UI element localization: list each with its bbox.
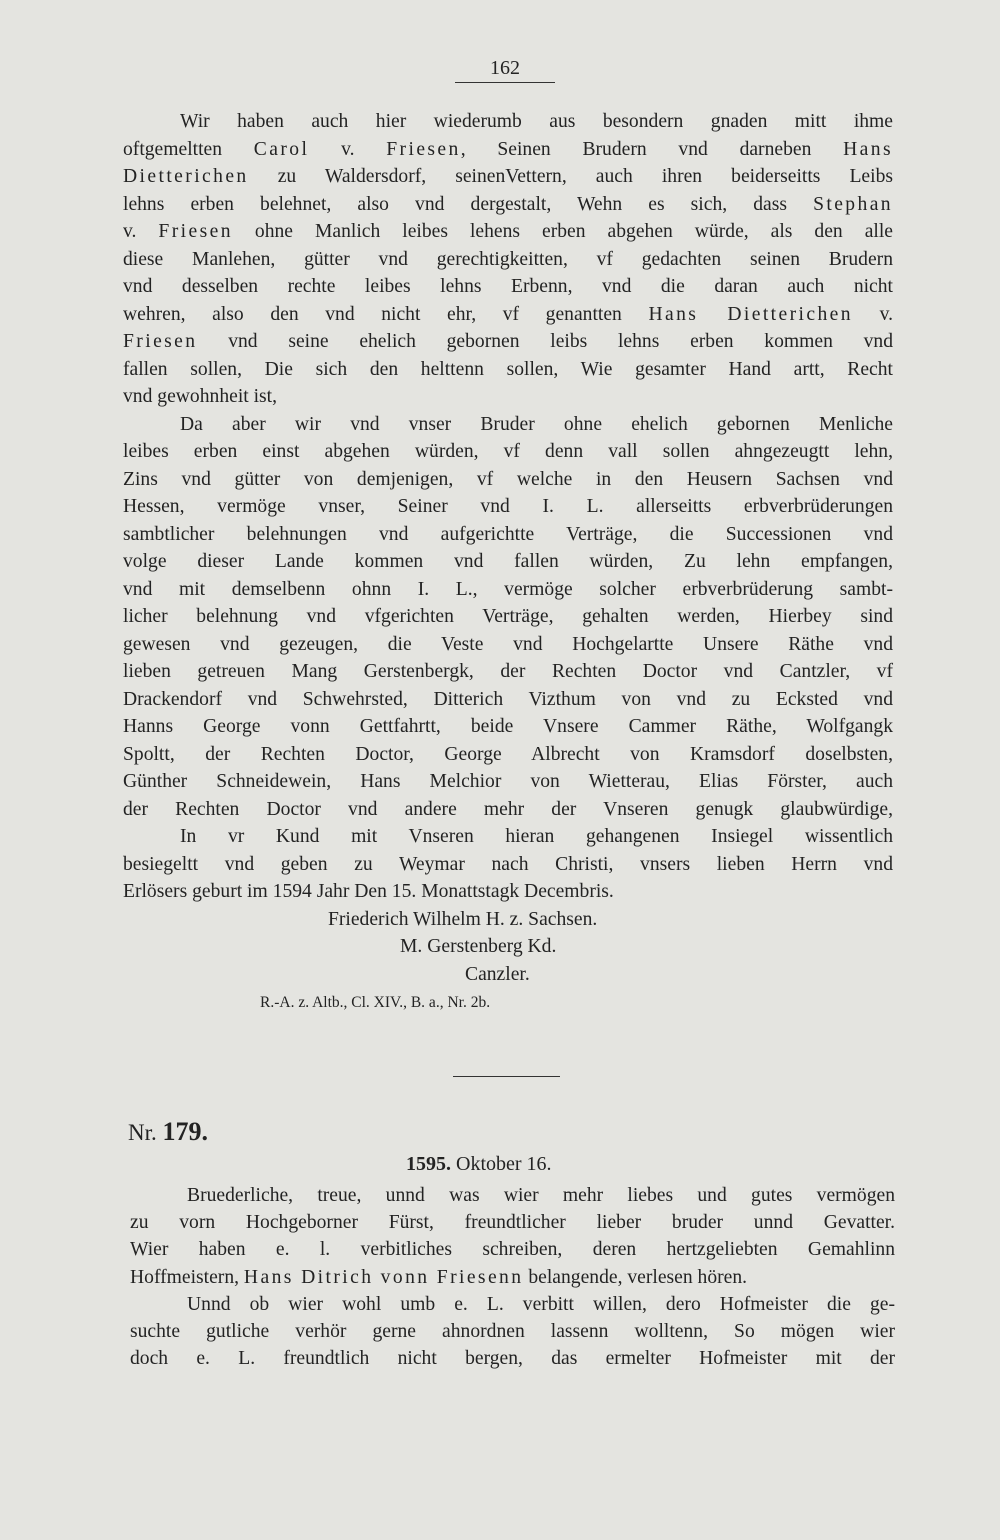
text-line xyxy=(123,356,893,384)
text-span: Bruederliche, treue, unnd was wier mehr liebes und gutes vermögen xyxy=(187,1185,895,1206)
text-line xyxy=(123,191,893,219)
text-line xyxy=(123,851,893,879)
document-date-heading xyxy=(406,1150,552,1178)
text-line xyxy=(123,273,893,301)
text-span: leibes erben einst abgehen würden, vf denn vall sollen ahngezeugtt lehn, xyxy=(123,441,893,462)
text-span: Erlösers geburt im 1594 Jahr Den 15. Monattstagk Decembris. xyxy=(123,881,614,902)
text-span: lieben getreuen Mang Gerstenbergk, der Rechten Doctor vnd Cantzler, vf xyxy=(123,661,893,682)
text-span: v. xyxy=(123,221,159,242)
text-span: doch e. L. freundtlich nicht bergen, das ermelter Hofmeister mit der xyxy=(130,1348,895,1370)
text-span: , Seinen Brudern vnd darneben xyxy=(460,138,844,160)
text-span: v. xyxy=(309,138,387,160)
text-span: fallen sollen, Die sich den helttenn sollen, Wie gesamter Hand artt, Recht xyxy=(123,358,893,380)
text-span: besiegeltt vnd geben zu Weymar nach Christi, vnsers lieben Herrn vnd xyxy=(123,853,893,875)
archive-source-reference: R.-A. z. Altb., Cl. XIV., B. a., Nr. 2b. xyxy=(260,994,491,1011)
text-line xyxy=(123,411,893,439)
text-span: lehns erben belehnet, also vnd dergestalt, Wehn es sich, dass xyxy=(123,193,814,215)
text-span: Unnd ob wier wohl umb e. L. verbitt willen, dero Hofmeister die ge- xyxy=(187,1293,895,1315)
text-span: Günther Schneidewein, Hans Melchior von Wietterau, Elias Förster, auch xyxy=(123,771,893,792)
text-span: ohne Manlich leibes lehens erben abgehen würde, als den alle xyxy=(232,221,893,242)
signature-line: Canzler. xyxy=(465,963,530,985)
text-line xyxy=(130,1209,895,1236)
text-span: oftgemeltten xyxy=(123,138,254,160)
section-divider xyxy=(453,1076,560,1077)
text-span: Wir haben auch hier wiederumb aus besondern gnaden mitt ihme xyxy=(180,111,893,132)
text-line xyxy=(130,1291,895,1318)
signature-line: M. Gerstenberg Kd. xyxy=(400,936,557,957)
text-line xyxy=(123,576,893,604)
text-span: Drackendorf vnd Schwehrsted, Ditterich Vizthum von vnd zu Ecksted vnd xyxy=(123,688,893,710)
signature-line: Friederich Wilhelm H. z. Sachsen. xyxy=(328,908,598,930)
text-span: zu vorn Hochgeborner Fürst, freundtlicher lieber bruder unnd Gevatter. xyxy=(130,1212,895,1234)
spaced-name: Hans xyxy=(843,138,893,160)
document-number-heading xyxy=(128,1117,208,1148)
text-span: sambtlicher belehnungen vnd aufgerichtte Verträge, die Successionen vnd xyxy=(123,523,893,545)
text-line xyxy=(123,108,893,136)
document-number-prefix: Nr. xyxy=(128,1120,157,1145)
spaced-name: Dietterichen xyxy=(123,166,249,187)
text-span: zu Waldersdorf, seinenVettern, auch ihren beiderseitts Leibs xyxy=(248,166,893,187)
text-line xyxy=(130,1318,895,1345)
text-line xyxy=(123,631,893,659)
text-span: vnd mit demselbenn ohnn I. L., vermöge solcher erbverbrüderung sambt- xyxy=(123,578,893,600)
text-span: Hanns George vonn Gettfahrtt, beide Vnsere Cammer Räthe, Wolfgangk xyxy=(123,716,893,737)
text-span: Hessen, vermöge vnser, Seiner vnd I. L. allerseitts erbverbrüderungen xyxy=(123,496,893,517)
text-line xyxy=(123,768,893,796)
text-line xyxy=(123,548,893,576)
text-span: licher belehnung vnd vfgerichten Verträge, gehalten werden, Hierbey sind xyxy=(123,606,893,627)
text-line xyxy=(130,1236,895,1263)
text-span: In vr Kund mit Vnseren hieran gehangenen Insiegel wissentlich xyxy=(180,826,893,847)
document-body-section-2 xyxy=(130,1182,895,1372)
text-span: der Rechten Doctor vnd andere mehr der Vnseren genugk glaubwürdige, xyxy=(123,798,893,820)
text-line xyxy=(123,658,893,686)
text-line xyxy=(130,1182,895,1209)
text-span: v. xyxy=(852,303,893,325)
document-number: 179. xyxy=(162,1117,208,1146)
text-line xyxy=(123,686,893,714)
text-line xyxy=(123,163,893,191)
text-line xyxy=(123,796,893,824)
text-span: Hoffmeistern, xyxy=(130,1266,244,1288)
document-date-year: 1595. xyxy=(406,1153,451,1175)
text-line xyxy=(123,713,893,741)
spaced-name: Hans Ditrich vonn Friesenn xyxy=(243,1266,524,1288)
text-line xyxy=(123,328,893,356)
spaced-name: Stephan xyxy=(813,193,893,215)
text-span: diese Manlehen, gütter vnd gerechtigkeitten, vf gedachten seinen Brudern xyxy=(123,248,893,270)
text-line xyxy=(123,466,893,494)
text-line xyxy=(123,521,893,549)
document-body-section-1 xyxy=(123,108,893,1018)
spaced-name: Carol xyxy=(253,138,310,160)
text-span: belangende, verlesen hören. xyxy=(523,1266,748,1288)
text-line xyxy=(123,493,893,521)
spaced-name: Friesen xyxy=(158,221,233,242)
text-line xyxy=(123,246,893,274)
spaced-name: Friesen xyxy=(386,138,461,160)
text-span: vnd gewohnheit ist, xyxy=(123,386,278,407)
text-line xyxy=(123,741,893,769)
text-line xyxy=(130,1264,895,1291)
text-span: suchte gutliche verhör gerne ahnordnen lassenn wolltenn, So mögen wier xyxy=(130,1321,895,1343)
text-line xyxy=(123,438,893,466)
text-span: gewesen vnd gezeugen, die Veste vnd Hochgelartte Unsere Räthe vnd xyxy=(123,633,893,655)
text-line xyxy=(130,1345,895,1372)
text-line xyxy=(123,603,893,631)
text-line xyxy=(123,136,893,164)
text-span: Da aber wir vnd vnser Bruder ohne ehelich gebornen Menliche xyxy=(180,413,893,435)
text-span: Zins vnd gütter von demjenigen, vf welche in den Heusern Sachsen vnd xyxy=(123,468,893,490)
text-line xyxy=(123,383,893,411)
text-span: Wier haben e. l. verbitliches schreiben, deren hertzgeliebten Gemahlinn xyxy=(130,1239,895,1261)
text-line xyxy=(123,878,893,906)
spaced-name: Hans Dietterichen xyxy=(648,303,853,325)
document-date-day: Oktober 16. xyxy=(456,1153,552,1175)
text-line xyxy=(123,301,893,329)
text-span: vnd seine ehelich gebornen leibs lehns erben kommen vnd xyxy=(197,331,893,352)
text-span: Spoltt, der Rechten Doctor, George Albrecht von Kramsdorf doselbsten, xyxy=(123,743,893,765)
text-line xyxy=(123,823,893,851)
page-number: 162 xyxy=(455,56,555,83)
text-span: wehren, also den vnd nicht ehr, vf genantten xyxy=(123,303,649,325)
text-span: vnd desselben rechte leibes lehns Erbenn, vnd die daran auch nicht xyxy=(123,276,893,297)
text-span: volge dieser Lande kommen vnd fallen würden, Zu lehn empfangen, xyxy=(123,551,893,572)
spaced-name: Friesen xyxy=(123,331,198,352)
text-line xyxy=(123,218,893,246)
